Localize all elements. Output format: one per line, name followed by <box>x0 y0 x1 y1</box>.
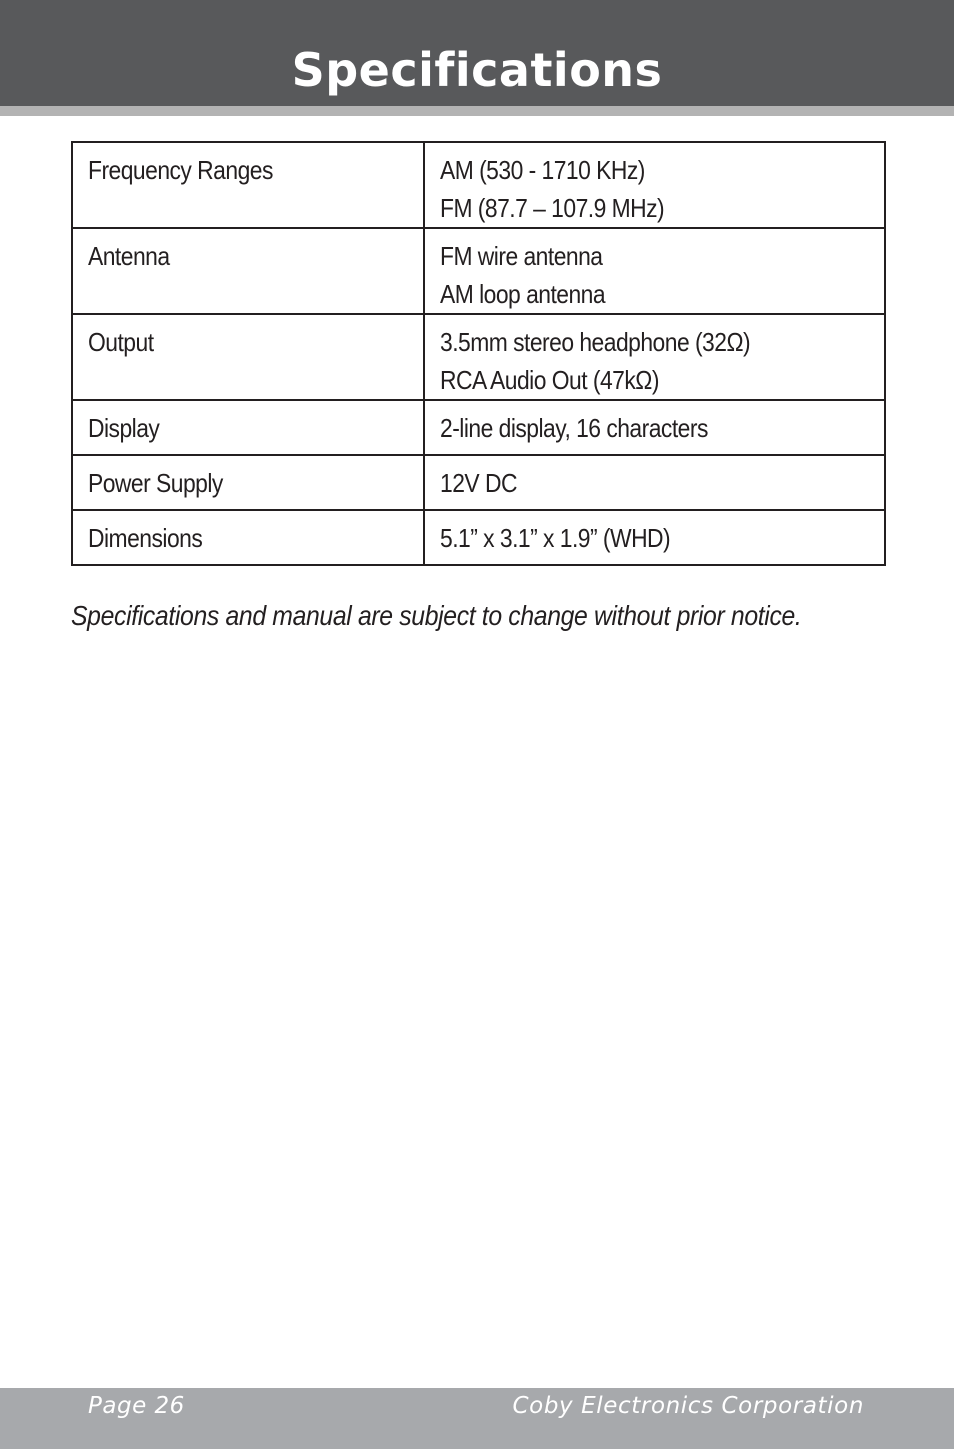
spec-label: Antenna <box>72 228 424 314</box>
spec-label: Frequency Ranges <box>72 142 424 228</box>
spec-value: 3.5mm stereo headphone (32Ω) RCA Audio Out (47kΩ) <box>424 314 885 400</box>
spec-value: 2-line display, 16 characters <box>424 400 885 455</box>
table-row <box>72 142 885 228</box>
spec-value: 12V DC <box>424 455 885 510</box>
specifications-table <box>71 141 886 566</box>
table-row <box>72 510 885 565</box>
spec-label: Power Supply <box>72 455 424 510</box>
spec-label: Output <box>72 314 424 400</box>
header-divider <box>0 106 954 116</box>
spec-value: AM (530 - 1710 KHz) FM (87.7 – 107.9 MHz) <box>424 142 885 228</box>
table-row <box>72 314 885 400</box>
disclaimer-note: Specifications and manual are subject to change without prior notice. <box>71 600 802 631</box>
table-row <box>72 228 885 314</box>
company-name: Coby Electronics Corporation <box>512 1393 864 1419</box>
spec-value: 5.1” x 3.1” x 1.9” (WHD) <box>424 510 885 565</box>
spec-value: FM wire antenna AM loop antenna <box>424 228 885 314</box>
page-number: Page 26 <box>88 1393 185 1419</box>
page-title: Specifications <box>291 43 663 97</box>
table-row <box>72 400 885 455</box>
spec-label: Display <box>72 400 424 455</box>
table-row <box>72 455 885 510</box>
spec-label: Dimensions <box>72 510 424 565</box>
